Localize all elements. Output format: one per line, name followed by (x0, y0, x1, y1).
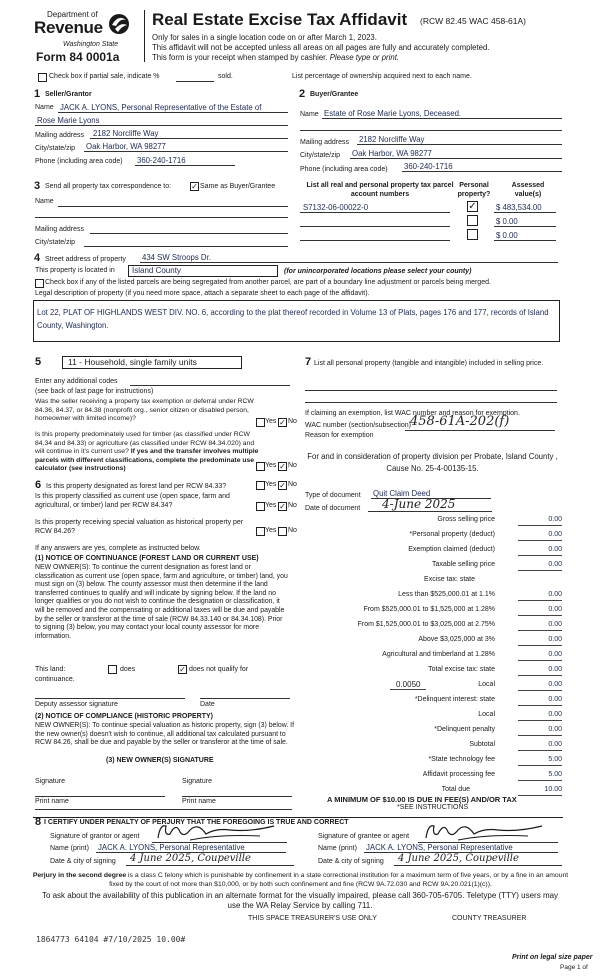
minimum-note: A MINIMUM OF $10.00 IS DUE IN FEE(S) AND/OR TAX (327, 795, 517, 804)
grantee-sig-label: Signature of grantee or agent (318, 833, 410, 840)
buyer-mail-label: Mailing address (300, 139, 350, 146)
q1-no-label: No (288, 418, 297, 425)
tax-row-value[interactable]: 0.00 (548, 531, 562, 538)
dor-swirl-icon (106, 12, 132, 36)
grantor-print-label: Name (print) (50, 845, 89, 852)
section7-number: 7 (305, 356, 312, 368)
land-does-checkbox[interactable] (108, 665, 117, 674)
corr-name-label: Name (35, 198, 54, 205)
seller-name-line (58, 112, 288, 113)
rcw-ref: (RCW 82.45 WAC 458-61A) (420, 16, 526, 26)
tax-row-label: Gross selling price (437, 516, 495, 523)
section6-number: 6 (35, 479, 42, 491)
tax-row-label: Taxable selling price (431, 561, 495, 568)
legal-description-label: Legal description of property (if you need more space, attach a separate sheet to each page of the affidavit). (35, 290, 370, 297)
forest-question: Is this property designated as forest land per RCW 84.33? (46, 483, 227, 490)
grantor-date-label: Date & city of signing (50, 858, 116, 865)
certify-text: I CERTIFY UNDER PENALTY OF PERJURY THAT THE FOREGOING IS TRUE AND CORRECT (44, 819, 349, 826)
tax-table (300, 516, 565, 806)
new-owner-sig-label-2: Signature (182, 778, 212, 785)
new-owner-print-label-1: Print name (35, 798, 69, 805)
buyer-city-label: City/state/zip (300, 152, 341, 159)
tax-row-value[interactable]: 0.00 (548, 546, 562, 553)
buyer-name-line (322, 118, 562, 119)
tax-row-value[interactable]: 5.00 (548, 771, 562, 778)
tax-row-value[interactable]: 5.00 (548, 756, 562, 763)
doctype-label: Type of document (305, 492, 361, 499)
street-field[interactable]: 434 SW Stroops Dr. (142, 253, 211, 262)
legal-size-note: Print on legal size paper (512, 954, 593, 961)
seller-mail-label: Mailing address (35, 132, 85, 139)
docdate-label: Date of document (305, 505, 361, 512)
q2-no-label: No (288, 462, 297, 469)
this-land-label: This land: (35, 666, 66, 673)
county-treasurer-label: COUNTY TREASURER (452, 915, 527, 922)
assessed-line-2 (494, 226, 556, 227)
tax-row-label: Subtotal (469, 741, 495, 748)
q2-no-checkbox[interactable]: ✓ (279, 462, 286, 471)
alternate-format-notice: To ask about the availability of this publication in an alternate format for the visually impaired, please call 360-705-6705. Teletype (TTY) users may use the WA Relay Service by calling 711. (41, 891, 559, 910)
seller-mail-field[interactable]: 2182 Norcliffe Way (93, 129, 159, 138)
header-note2: This affidavit will not be accepted unless all areas on all pages are fully and accurately completed. (152, 43, 490, 52)
treasurer-use-label: THIS SPACE TREASURER'S USE ONLY (248, 915, 377, 922)
assessed-line-1 (494, 212, 556, 213)
reason-field[interactable]: For and in consideration of property division per Probate, Island County , Cause No. 25-4-00135-15. (307, 452, 558, 473)
parcel-line-1 (300, 212, 450, 213)
partial-sale-checkbox[interactable] (38, 73, 47, 82)
corr-mail-line (90, 233, 288, 234)
q2-yes-label: Yes (265, 462, 277, 469)
tax-row-value[interactable]: 0.00 (548, 621, 562, 628)
additional-codes-line (130, 385, 290, 386)
tax-row-label: Above $3,025,000 at 3% (418, 636, 495, 643)
same-as-buyer-checkbox[interactable]: ✓ (191, 182, 198, 191)
seller-name2-line (35, 125, 288, 126)
buyer-name2-line (300, 130, 562, 131)
exemption-label: If claiming an exemption, list WAC number and reason for exemption. (305, 410, 520, 417)
partial-sold-label: sold. (218, 73, 233, 80)
personal-property-checkbox-3[interactable] (467, 229, 478, 240)
buyer-phone-line (402, 171, 562, 172)
notice-continuance-title: (1) NOTICE OF CONTINUANCE (FOREST LAND OR CURRENT USE) (35, 555, 259, 562)
grantor-signature[interactable] (150, 818, 280, 844)
county-value: Island County (132, 266, 181, 275)
tax-row-label: *State technology fee (428, 756, 495, 763)
assessed-value-3[interactable]: $ 0.00 (496, 231, 518, 240)
q1-yes-label: Yes (265, 418, 277, 425)
deputy-date-label: Date (200, 701, 215, 708)
local-rate: 0.0050 (396, 680, 421, 689)
parcel-line-3 (300, 240, 450, 241)
tax-row-label: From $1,525,000.01 to $3,025,000 at 2.75% (357, 621, 495, 628)
seller-city-field[interactable]: Oak Harbor, WA 98277 (86, 142, 166, 151)
q1-no-checkbox[interactable]: ✓ (279, 418, 286, 427)
personal-property-line-2 (305, 402, 557, 403)
cashier-stamp: 1864773 64104 #7/10/2025 10.00# (36, 935, 186, 944)
seller-name-label: Name (35, 104, 54, 111)
agency-line3: Washington State (63, 41, 119, 48)
buyer-title: Buyer/Grantee (310, 91, 359, 98)
tax-row-value[interactable]: 0.00 (548, 666, 562, 673)
doctype-field[interactable]: Quit Claim Deed (373, 489, 431, 498)
located-label: This property is located in (35, 267, 115, 274)
county-note: (for unincorporated locations please select your county) (284, 268, 472, 275)
dor-logo (34, 10, 134, 62)
legal-description-text: Lot 22, PLAT OF HIGHLANDS WEST DIV. NO. 6, according to the plat thereof recorded in Volume 13 of Plats, pages 176 and 177, records of Island County, Washington. (37, 308, 549, 330)
corr-name2-line (35, 217, 288, 218)
notice-continuance-text: NEW OWNER(S): To continue the current designation as forest land or classification as current use (open space, farm and agriculture, or timber) land, you must sign on (3) below. The county assessor must then determine if the land transferred continues to qualify and will indicate by signing below. If the land no longer qualifies or you do not wish to continue the designation or classification, it will be removed and the compensating or additional taxes will be due and payable by the seller or transferor at the time of sale (RCW 84.33.140 or 84.34.108). Prior to signing (3) below, you may contact your local county assessor for more information. (35, 564, 288, 640)
personal-property-checkbox-1[interactable]: ✓ (468, 201, 477, 212)
same-as-buyer-label: Same as Buyer/Grantee (200, 183, 276, 190)
section3-number: 3 (34, 180, 41, 192)
seller-city-label: City/state/zip (35, 145, 76, 152)
ownership-note: List percentage of ownership acquired next to each name. (292, 73, 472, 80)
tax-row-label: *Delinquent penalty (434, 726, 495, 733)
assessed-value-1[interactable]: $ 483,534.00 (496, 203, 542, 212)
seller-phone-field[interactable]: 360-240-1716 (137, 156, 186, 165)
seller-name-field[interactable]: JACK A. LYONS, Personal Representative of the Estate of (60, 103, 262, 112)
continuance-label: continuance. (35, 676, 75, 683)
new-owner-sig-line-2 (182, 796, 292, 797)
section5-number: 5 (35, 356, 42, 368)
tax-row-value[interactable]: 0.00 (548, 516, 562, 523)
historic-yes-checkbox[interactable] (256, 527, 265, 536)
forest-no-checkbox[interactable]: ✓ (279, 481, 286, 490)
land-does-label: does (120, 666, 136, 673)
tax-row-value[interactable]: 0.00 (548, 696, 562, 703)
new-owner-sig-line-1 (35, 796, 165, 797)
tax-row-value[interactable]: 0.00 (548, 591, 562, 598)
land-use-value: 11 - Household, single family units (68, 357, 197, 367)
segregated-label: Check box if any of the listed parcels are being segregated from another parcel, are part of a boundary line adjustment or parcels being merged. (45, 279, 491, 286)
personal-property-label: List all personal property (tangible and intangible) included in selling price. (314, 360, 544, 367)
land-use-select[interactable] (62, 356, 242, 369)
seller-phone-label: Phone (including area code) (35, 158, 123, 165)
form-number: Form 84 0001a (36, 50, 120, 64)
corr-mail-label: Mailing address (35, 226, 85, 233)
forest-yes-label: Yes (265, 481, 277, 488)
tax-row-label: Local (478, 711, 495, 718)
docdate-field[interactable]: 4-June 2025 (382, 497, 456, 511)
buyer-phone-field[interactable]: 360-240-1716 (404, 162, 453, 171)
current-use-question: Is this property classified as current use (open space, farm and agricultural, or timber) land per RCW 84.34? (35, 493, 230, 509)
grantee-date-label: Date & city of signing (318, 858, 384, 865)
section1-number: 1 (34, 88, 41, 100)
deputy-sig-line (35, 698, 185, 699)
header-divider (144, 10, 145, 62)
timber-question: Is this property predominately used for timber (as classified under RCW 84.34 and 84.33) or agriculture (as classified under RCW 84.34.020) and will continue in it's current use? If yes and the transfer involves multiple parcels with different classifications, complete the predominate use calculator (see instructions) (35, 431, 259, 472)
tax-row-value[interactable]: 0.00 (548, 606, 562, 613)
page-number: Page 1 of (560, 964, 588, 971)
parcel-col-header: List all real and personal property tax parcel account numbers (306, 182, 454, 198)
wac-line (405, 430, 555, 431)
new-owner-print-line (35, 809, 292, 810)
seller-phone-line (135, 165, 235, 166)
legal-description-field[interactable] (33, 300, 560, 342)
buyer-mail-field[interactable]: 2182 Norcliffe Way (359, 135, 425, 144)
grantee-date-field[interactable]: 4 June 2025, Coupeville (398, 853, 519, 864)
form-title: Real Estate Excise Tax Affidavit (152, 10, 408, 29)
historic-yes-label: Yes (265, 527, 277, 534)
tax-row-value[interactable]: 0.00 (548, 636, 562, 643)
county-select[interactable] (128, 265, 278, 277)
tax-row-label: Affidavit processing fee (422, 771, 495, 778)
partial-percent-line (176, 81, 214, 82)
seller-title: Seller/Grantor (45, 91, 92, 98)
buyer-mail-line (357, 144, 562, 145)
exemption-question: Was the seller receiving a property tax exemption or deferral under RCW 84.36, 84.37, or 84.38 (nonprofit org., senior citizen or disabled person, homeowner with limited income)? (35, 398, 254, 422)
wac-label: WAC number (section/subsection) (305, 422, 411, 429)
grantor-name-field[interactable]: JACK A. LYONS, Personal Representative (98, 843, 245, 852)
tax-row-value[interactable]: 10.00 (544, 786, 562, 793)
q1-yes-checkbox[interactable] (256, 418, 265, 427)
assessed-col-header: Assessed value(s) (511, 182, 545, 198)
buyer-city-field[interactable]: Oak Harbor, WA 98277 (352, 149, 432, 158)
street-label: Street address of property (45, 256, 126, 263)
grantee-signature[interactable] (418, 818, 548, 844)
corr-city-line (84, 246, 288, 247)
personal-col-header: Personal property? (457, 182, 491, 198)
tax-row-label: Excise tax: state (424, 576, 475, 583)
reason-label: Reason for exemption (305, 432, 374, 439)
header-note1: Only for sales in a single location code on or after March 1, 2023. (152, 33, 377, 42)
perjury-notice: Perjury in the second degree is a class C felony which is punishable by confinement in a state correctional institution for a maximum term of five years, or by a fine in an amount fixed by the court of not more than $10,000, or by both such confinement and fine (RCW 9A.72.030 and RCW 9A.20.021(1)(c)). (32, 872, 569, 888)
new-owner-print-label-2: Print name (182, 798, 216, 805)
tax-row-value[interactable]: 0.00 (548, 741, 562, 748)
land-doesnot-label: does not qualify for (189, 666, 249, 673)
tax-row-value[interactable]: 0.00 (548, 726, 562, 733)
tax-row-label: *Delinquent interest: state (414, 696, 495, 703)
land-doesnot-checkbox[interactable]: ✓ (179, 665, 186, 674)
tax-row-value[interactable]: 0.00 (548, 711, 562, 718)
forest-yes-checkbox[interactable] (256, 481, 265, 490)
partial-sale-label: Check box if partial sale, indicate % (49, 73, 160, 80)
tax-row-label: Local (478, 681, 495, 688)
seller-mail-line (90, 138, 288, 139)
grantee-date-line (394, 865, 562, 866)
tax-row-label: *Personal property (deduct) (409, 531, 495, 538)
tax-row-label: Less than $525,000.01 at 1.1% (398, 591, 495, 598)
deputy-sig-label: Deputy assessor signature (35, 701, 118, 708)
grantee-print-label: Name (print) (318, 845, 357, 852)
segregated-checkbox[interactable] (35, 279, 44, 288)
seller-city-line (84, 151, 288, 152)
notice-compliance-title: (2) NOTICE OF COMPLIANCE (HISTORIC PROPERTY) (35, 713, 213, 720)
current-use-no-checkbox[interactable]: ✓ (279, 502, 286, 511)
tax-row-value[interactable]: 0.00 (548, 651, 562, 658)
tax-row-label: From $525,000.01 to $1,525,000 at 1.28% (363, 606, 495, 613)
assessed-line-3 (494, 240, 556, 241)
additional-codes-label: Enter any additional codes (35, 378, 118, 385)
corr-name-line (58, 206, 288, 207)
forest-no-label: No (288, 481, 297, 488)
grantor-date-line (126, 865, 294, 866)
tax-row-label: Agricultural and timberland at 1.28% (382, 651, 495, 658)
section2-number: 2 (299, 88, 306, 100)
current-use-yes-checkbox[interactable] (256, 502, 265, 511)
new-owner-sig-label-1: Signature (35, 778, 65, 785)
tax-row-value[interactable]: 0.00 (548, 681, 562, 688)
buyer-name-field[interactable]: Estate of Rose Marie Lyons, Deceased. (324, 109, 462, 118)
assessed-value-2[interactable]: $ 0.00 (496, 217, 518, 226)
street-line (140, 262, 558, 263)
buyer-phone-label: Phone (including area code) (300, 166, 388, 173)
send-correspondence-label: Send all property tax correspondence to: (45, 183, 172, 190)
tax-row-label: Exemption claimed (deduct) (408, 546, 495, 553)
new-owner-sig-title: (3) NEW OWNER(S) SIGNATURE (106, 757, 214, 764)
agency-line1: Department of (47, 10, 98, 19)
q2-yes-checkbox[interactable] (256, 462, 265, 471)
tax-row-value[interactable]: 0.00 (548, 561, 562, 568)
agency-line2: Revenue (34, 18, 103, 37)
buyer-name-label: Name (300, 111, 319, 118)
codes-note: (see back of last page for instructions) (35, 388, 154, 395)
see-instructions: *SEE INSTRUCTIONS (397, 804, 469, 811)
grantor-sig-label: Signature of grantor or agent (50, 833, 140, 840)
parcel-number-1[interactable]: S7132-06-00022-0 (303, 203, 369, 212)
parcel-line-2 (300, 226, 450, 227)
seller-name2-field[interactable]: Rose Marie Lyons (37, 116, 100, 125)
docdate-line (368, 511, 492, 512)
if-any-yes-note: If any answers are yes, complete as instructed below. (35, 545, 201, 552)
section4-number: 4 (34, 252, 41, 264)
tax-row-label: Total excise tax: state (428, 666, 495, 673)
grantor-date-field[interactable]: 4 June 2025, Coupeville (130, 853, 251, 864)
header-note3: This form is your receipt when stamped by cashier. Please type or print. (152, 53, 400, 62)
grantee-name-field[interactable]: JACK A. LYONS, Personal Representative (366, 843, 513, 852)
buyer-city-line (350, 158, 562, 159)
notice-compliance-text: NEW OWNER(S): To continue special valuation as historic property, sign (3) below. If the new owner(s) doesn't wish to continue, all additional tax calculated pursuant to RCW 84.26, shall be due and payable by the seller or transferor at the time of sale. (35, 722, 295, 747)
historic-no-label: No (288, 527, 297, 534)
historic-question: Is this property receiving special valuation as historical property per RCW 84.26? (35, 519, 244, 535)
personal-property-line-1 (305, 390, 557, 391)
wac-field[interactable]: 458-61A-202(f) (410, 414, 510, 429)
current-use-no-label: No (288, 502, 297, 509)
personal-property-checkbox-2[interactable] (467, 215, 478, 226)
section8-number: 8 (35, 816, 42, 828)
current-use-yes-label: Yes (265, 502, 277, 509)
tax-row-label: Total due (441, 786, 470, 793)
corr-city-label: City/state/zip (35, 239, 76, 246)
